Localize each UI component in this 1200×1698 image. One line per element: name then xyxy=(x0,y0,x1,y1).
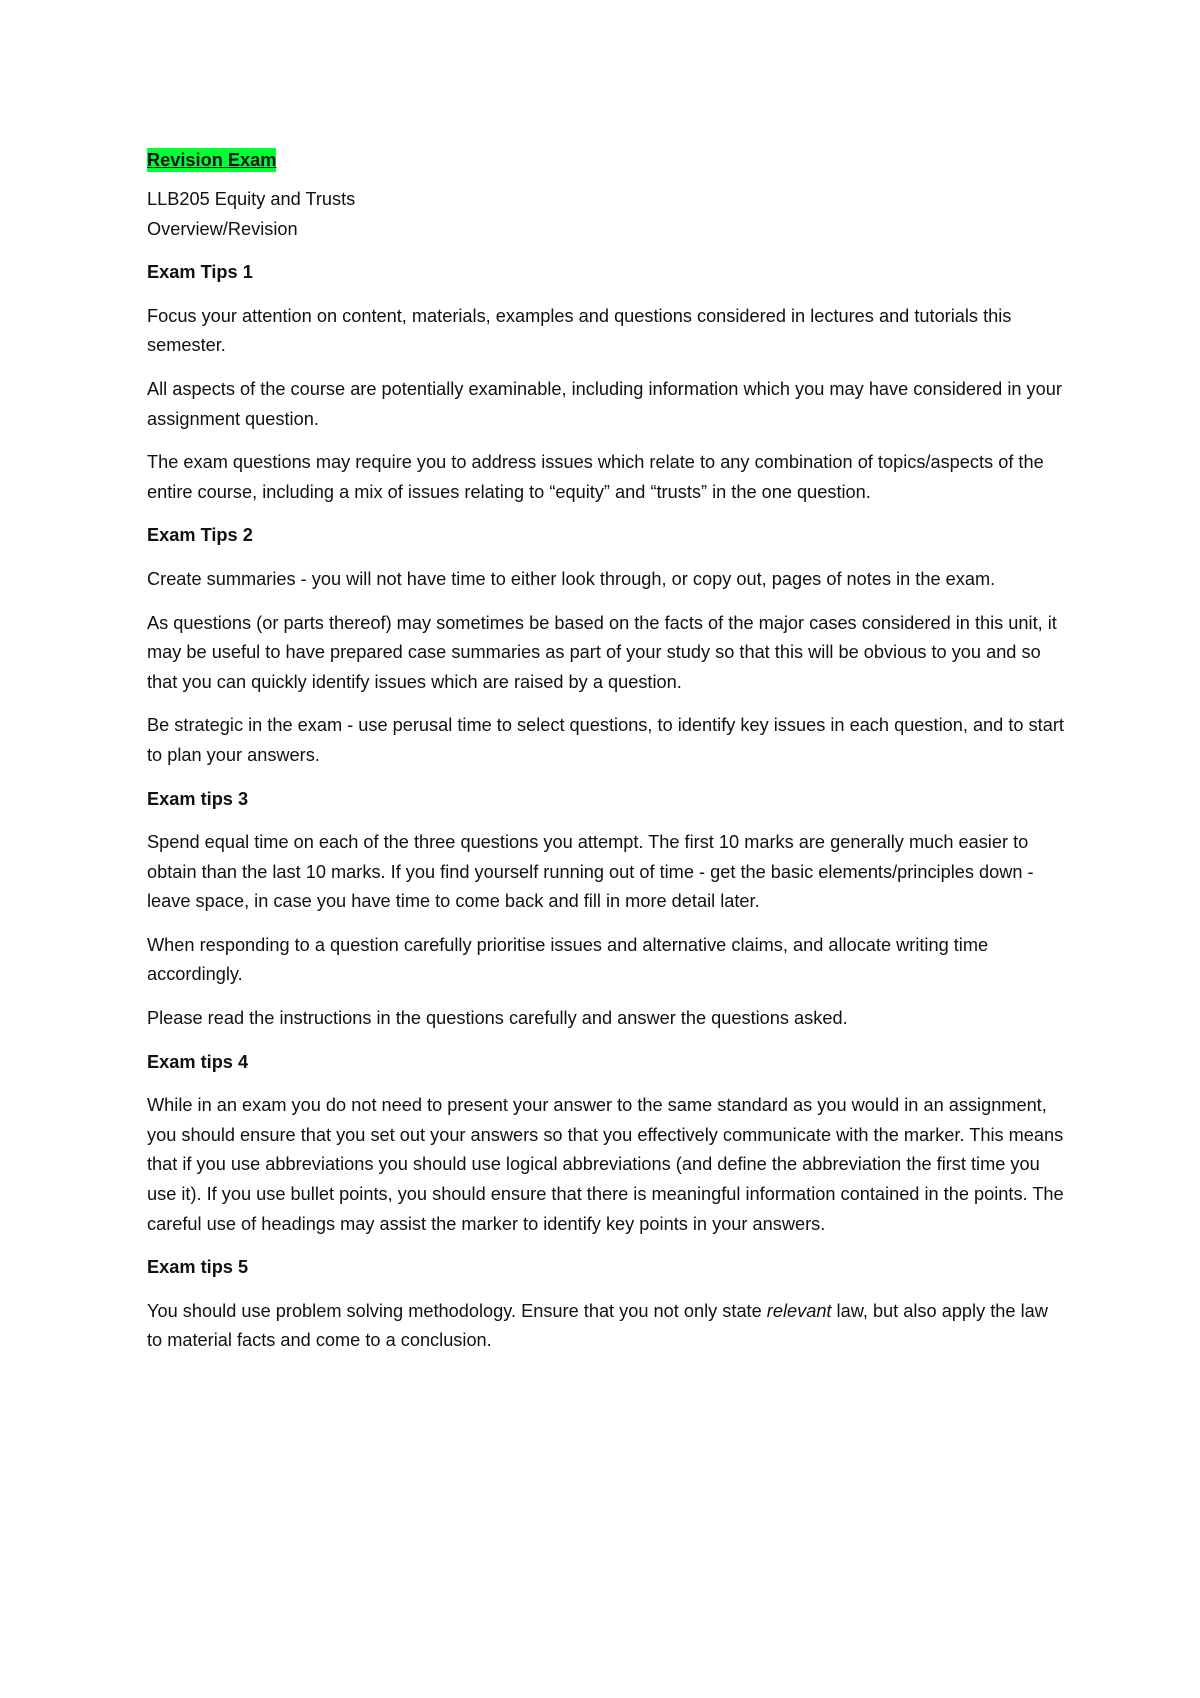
section-exam-tips-3 xyxy=(147,785,1067,1034)
section-exam-tips-5 xyxy=(147,1253,1067,1356)
paragraph: Focus your attention on content, materials, examples and questions considered in lectures and tutorials this semester. xyxy=(147,305,1012,356)
document-title: Revision Exam xyxy=(147,150,277,170)
paragraph: Be strategic in the exam - use perusal time to select questions, to identify key issues in each question, and to start to plan your answers. xyxy=(147,715,1064,765)
course-name: LLB205 Equity and Trusts xyxy=(147,189,356,209)
section-heading: Exam Tips 2 xyxy=(147,525,253,546)
section-exam-tips-1 xyxy=(147,258,1067,507)
section-exam-tips-2 xyxy=(147,521,1067,770)
document-meta xyxy=(147,185,1067,244)
paragraph: Create summaries - you will not have time to either look through, or copy out, pages of notes in the exam. xyxy=(147,568,996,589)
section-exam-tips-4 xyxy=(147,1048,1067,1240)
paragraph: When responding to a question carefully prioritise issues and alternative claims, and allocate writing time accordingly. xyxy=(147,934,989,985)
section-heading: Exam tips 3 xyxy=(147,788,249,809)
document-subtitle: Overview/Revision xyxy=(147,218,298,239)
paragraph: While in an exam you do not need to present your answer to the same standard as you would in an assignment, you should ensure that you set out your answers so that you effectively communicate with the marker. This means that if you use abbreviations you should use logical abbreviations (and define the abbreviation the first time you use it). If you use bullet points, you should ensure that there is meaningful information contained in the points. The careful use of headings may assist the marker to identify key points in your answers. xyxy=(147,1095,1064,1234)
paragraph: Please read the instructions in the questions carefully and answer the questions asked. xyxy=(147,1008,848,1029)
paragraph: Spend equal time on each of the three questions you attempt. The first 10 marks are generally much easier to obtain than the last 10 marks. If you find yourself running out of time - get the basic elements/principles down - leave space, in case you have time to come back and fill in more detail later. xyxy=(147,832,1034,912)
section-heading: Exam tips 5 xyxy=(147,1257,249,1278)
paragraph: All aspects of the course are potentially examinable, including information which you may have considered in your assignment question. xyxy=(147,378,1062,429)
emphasis-text: relevant xyxy=(766,1300,832,1321)
section-heading: Exam Tips 1 xyxy=(147,262,253,283)
paragraph: The exam questions may require you to address issues which relate to any combination of topics/aspects of the entire course, including a mix of issues relating to “equity” and “trusts” in the one question. xyxy=(147,452,1044,502)
paragraph: As questions (or parts thereof) may sometimes be based on the facts of the major cases considered in this unit, it may be useful to have prepared case summaries as part of your study so that this will be obvious to you and so that you can quickly identify issues which are raised by a question. xyxy=(147,612,1057,692)
paragraph-text: You should use problem solving methodology. Ensure that you not only state xyxy=(147,1300,767,1321)
section-heading: Exam tips 4 xyxy=(147,1051,249,1072)
document-page xyxy=(147,146,1067,1370)
paragraph xyxy=(147,1297,1067,1356)
paragraph-text: law, but also apply the law to material facts and come to a conclusion. xyxy=(147,1300,1048,1351)
